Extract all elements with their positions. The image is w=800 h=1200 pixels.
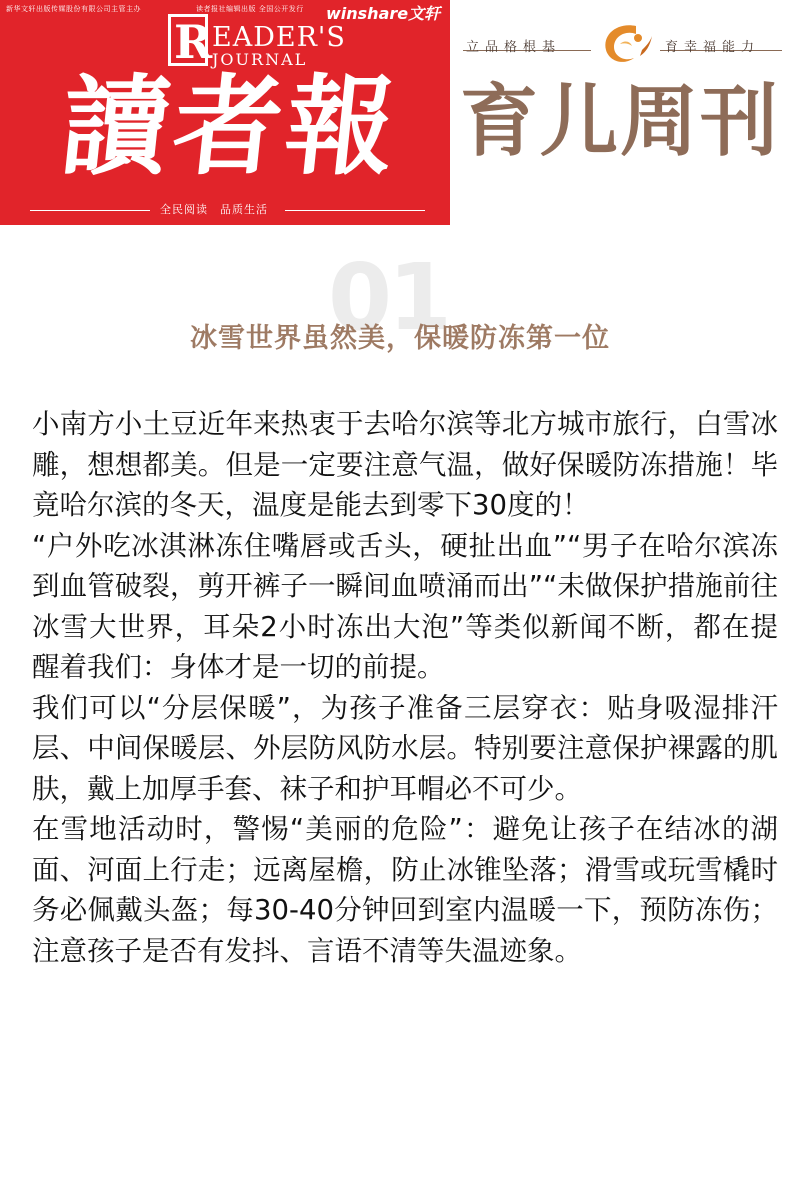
reader-r-box [168, 14, 213, 69]
distribution-note: 读者报社编辑出版 全国公开发行 [196, 5, 304, 13]
article-body [32, 404, 778, 971]
section-number: 01 [328, 244, 449, 351]
weekly-title: 育儿周刊 [460, 77, 781, 167]
article-paragraph-1: 小南方小土豆近年来热衷于去哈尔滨等北方城市旅行，白雪冰雕，想想都美。但是一定要注意气温，做好保暖防冻措施！毕竟哈尔滨的冬天，温度是能去到零下30度的！ [32, 408, 778, 521]
calligraphy-title: 讀者報 [55, 64, 405, 190]
slogan-divider-right [285, 210, 425, 211]
journal-wordmark: JOURNAL [212, 50, 308, 69]
section-title: 冰雪世界虽然美，保暖防冻第一位 [190, 323, 610, 354]
sun-swirl-logo-icon [596, 20, 654, 66]
readers-journal-masthead [0, 0, 450, 225]
slogan-divider-left [30, 210, 150, 211]
article-paragraph-3: 我们可以“分层保暖”，为孩子准备三层穿衣：贴身吸湿排汗层、中间保暖层、外层防风防水层。特别要注意保护裸露的肌肤，戴上加厚手套、袜子和护耳帽必不可少。 [32, 691, 778, 805]
masthead-slogan: 全民阅读 品质生活 [160, 203, 268, 216]
article-paragraph-4: 在雪地活动时，警惕“美丽的危险”：避免让孩子在结冰的湖面、河面上行走；远离屋檐，防止冰锥坠落；滑雪或玩雪橇时务必佩戴头盔；每30-40分钟回到室内温暖一下，预防冻伤；注意孩子是否有发抖、言语不清等失温迹象。 [32, 813, 778, 967]
tagline-right: 育幸福能力 [665, 40, 761, 55]
winshare-logo: winshare文轩 [326, 4, 441, 23]
tagline-left: 立品格根基 [466, 40, 562, 55]
readers-wordmark: EADER'S [212, 22, 346, 53]
publisher-note: 新华文轩出版传媒股份有限公司主管主办 [6, 5, 141, 13]
article-paragraph-2: “户外吃冰淇淋冻住嘴唇或舌头，硬扯出血”“男子在哈尔滨冻到血管破裂，剪开裤子一瞬间血喷涌而出”“未做保护措施前往冰雪大世界，耳朵2小时冻出大泡”等类似新闻不断，都在提醒着我们：身体才是一切的前提。 [32, 529, 778, 683]
reader-r-letter: R [174, 15, 213, 69]
